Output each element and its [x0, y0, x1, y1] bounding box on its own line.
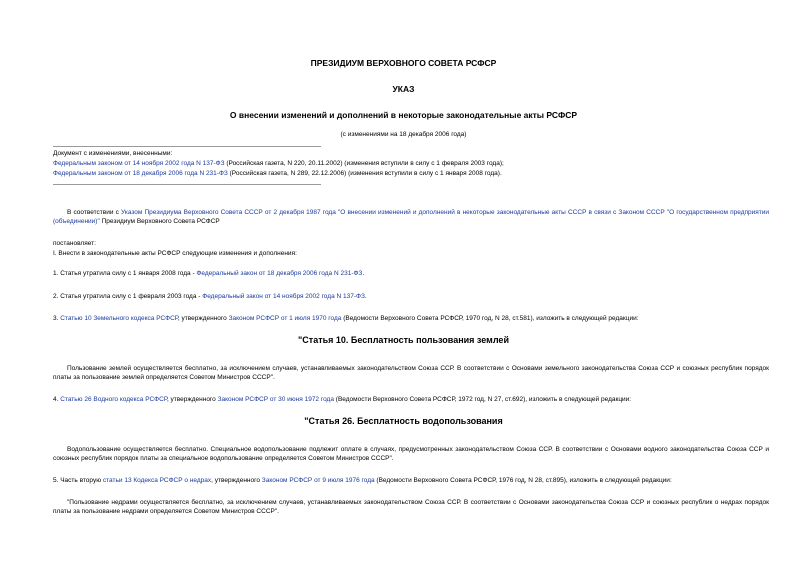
article-10-heading: "Статья 10. Бесплатность пользования землей: [298, 335, 509, 345]
amendment-link-2[interactable]: Федеральным законом от 18 декабря 2006 года N 231-ФЗ: [53, 170, 228, 177]
paragraph-text: .: [364, 293, 367, 300]
authority-heading: ПРЕЗИДИУМ ВЕРХОВНОГО СОВЕТА РСФСР: [310, 58, 497, 68]
paragraph-text: , утвержденного: [166, 396, 218, 403]
paragraph-text: , утвержденного: [177, 315, 229, 322]
paragraph-text: (Ведомости Верховного Совета РСФСР, 1972 год, N 27, ст.692), изложить в следующей редакции:: [333, 396, 632, 403]
article-26-text: Водопользование осуществляется бесплатно. Специальное водопользование подлежит оплате в случаях, предусмотренных законодательством Союза ССР. В соответствии с Основами водного законодательства Союза ССР и союзных республик порядок платы за специальное водопользование определяется Советом Министров СССР".: [53, 446, 769, 462]
paragraph-2: [53, 293, 367, 302]
amendments-bottom-rule: [53, 184, 321, 185]
subsoil-quote-text: "Пользование недрами осуществляется бесплатно, за исключением случаев, устанавливаемых законодательством Союза ССР. В соответствии с Основами законодательства Союза ССР и союзных республик о недрах порядок платы за пользование недрами определяется Советом Министров СССР".: [53, 499, 769, 515]
revision-note: (с изменениями на 18 декабря 2006 года): [340, 131, 467, 138]
preamble-paragraph: [53, 209, 769, 226]
amendment-item: [53, 160, 504, 169]
law-231-fz-link[interactable]: Федеральный закон от 18 декабря 2006 года N 231-ФЗ: [196, 270, 363, 277]
water-code-article-link[interactable]: Статью 26 Водного кодекса РСФСР: [60, 396, 167, 403]
paragraph-4: [53, 396, 631, 405]
article-26-heading: "Статья 26. Бесплатность водопользования: [304, 416, 503, 426]
preamble-text: В соответствии с: [67, 209, 121, 216]
amendment-link-1[interactable]: Федеральным законом от 14 ноября 2002 года N 137-ФЗ: [53, 160, 225, 167]
paragraph-3: [53, 315, 639, 324]
paragraph-5: [53, 477, 672, 486]
page-title: О внесении изменений и дополнений в некоторые законодательные акты РСФСР: [229, 110, 578, 120]
law-137-fz-link[interactable]: Федеральный закон от 14 ноября 2002 года N 137-ФЗ: [202, 293, 365, 300]
paragraph-text: 1. Статья утратила силу с 1 января 2008 года -: [53, 270, 197, 277]
paragraph-text: (Ведомости Верховного Совета РСФСР, 1976 год, N 28, ст.895), изложить в следующей редакции:: [374, 477, 672, 484]
amendment-details: (Российская газета, N 289, 22.12.2006) (изменения вступили в силу с 1 января 2008 года).: [227, 170, 502, 177]
law-1976-link[interactable]: Законом РСФСР от 9 июля 1976 года: [261, 477, 375, 484]
article-10-text: Пользование землей осуществляется бесплатно, за исключением случаев, устанавливаемых законодательством Союза ССР. В соответствии с Основами земельного законодательства Союза ССР и союзных республик порядок платы за пользование землей определяется Советом Министров СССР".: [53, 365, 769, 381]
resolves-text: постановляет:: [53, 240, 96, 247]
paragraph-text: (Ведомости Верховного Совета РСФСР, 1970 год, N 28, ст.581), изложить в следующей редакции:: [341, 315, 639, 322]
paragraph-text: 5. Часть вторую: [53, 477, 103, 484]
land-code-article-link[interactable]: Статью 10 Земельного кодекса РСФСР: [60, 315, 178, 322]
amendments-top-rule: [53, 146, 321, 147]
amendments-intro: Документ с изменениями, внесенными:: [53, 150, 173, 157]
paragraph-text: , утвержденного: [211, 477, 262, 484]
paragraph-text: 3.: [53, 315, 61, 322]
ussr-decree-link[interactable]: Указом Президиума Верховного Совета СССР от 2 декабря 1987 года "О внесении изменений и дополнений в некоторые законодательные акты СССР в связи с Законом СССР "О государственном предприятии (объединении)": [53, 209, 770, 225]
preamble-text: Президиум Верховного Совета РСФСР: [99, 217, 220, 225]
item-i-text: I. Внести в законодательные акты РСФСР следующие изменения и дополнения:: [53, 250, 297, 257]
doc-type-heading: УКАЗ: [392, 84, 415, 94]
paragraph-text: 2. Статья утратила силу с 1 февраля 2003 года -: [53, 293, 203, 300]
law-1972-link[interactable]: Законом РСФСР от 30 июня 1972 года: [217, 396, 334, 403]
subsoil-code-article-link[interactable]: статьи 13 Кодекса РСФСР о недрах: [102, 477, 212, 484]
law-1970-link[interactable]: Законом РСФСР от 1 июля 1970 года: [228, 315, 342, 322]
amendment-item: [53, 170, 502, 179]
paragraph-text: 4.: [53, 396, 61, 403]
paragraph-text: .: [362, 270, 365, 277]
paragraph-1: [53, 270, 364, 279]
amendment-details: (Российская газета, N 220, 20.11.2002) (изменения вступили в силу с 1 февраля 2003 года);: [224, 160, 504, 167]
